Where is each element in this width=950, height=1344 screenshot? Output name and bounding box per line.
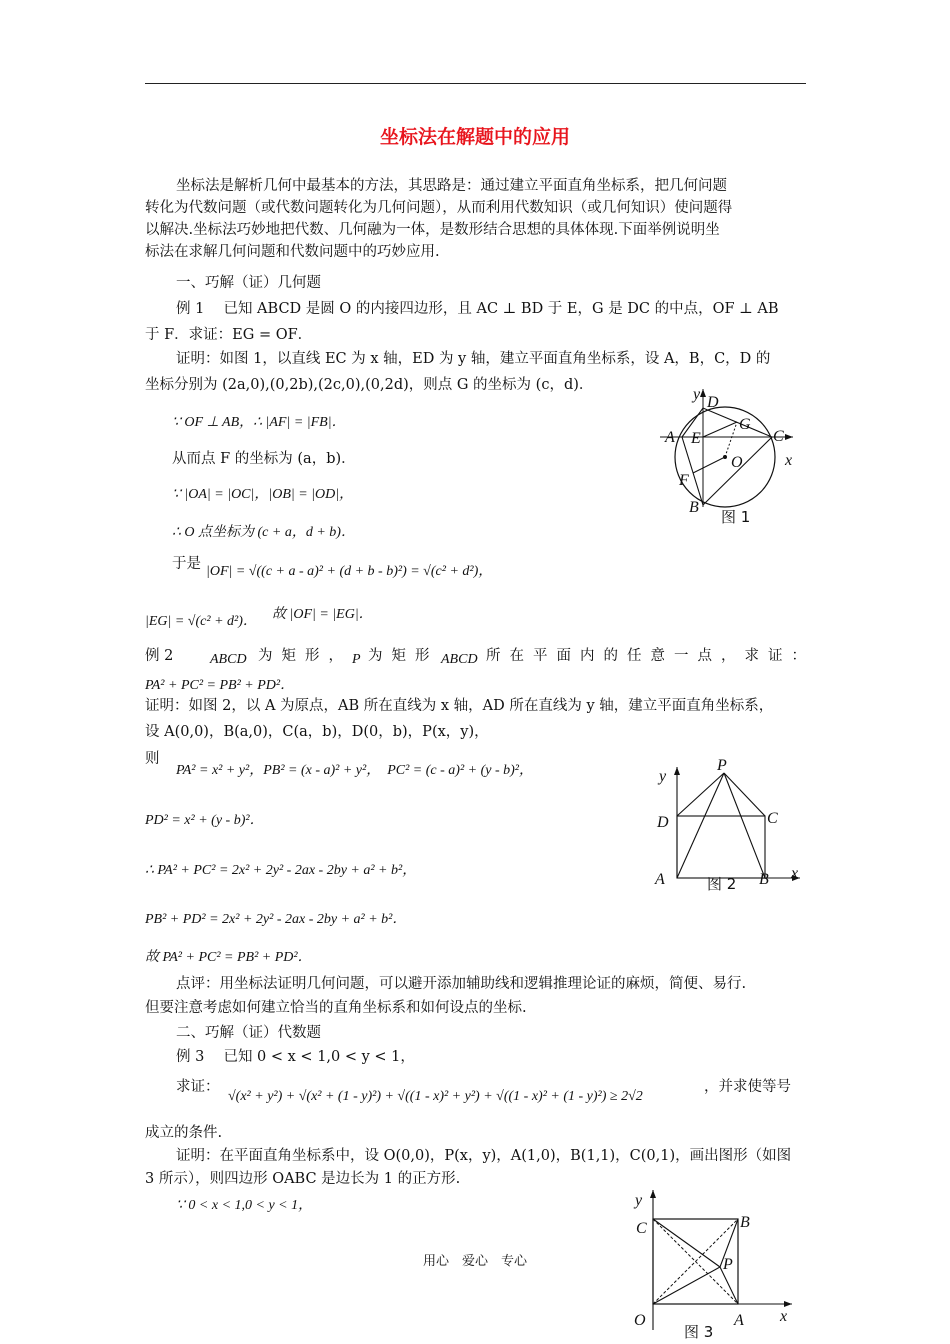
example1-proof-line: 坐标分别为 (2a,0),(0,2b),(2c,0),(0,2d)，则点 G 的坐标为 (c，d)．: [145, 377, 594, 393]
example2-label: 例 2: [145, 648, 174, 664]
example2-then: 则: [145, 751, 160, 767]
fig1-label: A: [665, 429, 675, 446]
fig3-label: C: [636, 1220, 647, 1237]
example3-formula: √(x² + y²) + √(x² + (1 - y)²) + √((1 - x)² + y²) + √((1 - x)² + (1 - y)²) ≥ 2√2: [228, 1089, 643, 1104]
fig1-label: O: [731, 454, 743, 471]
fig1-label: G: [739, 416, 751, 433]
example1-conclusion: 故 |OF| = |EG|．: [272, 607, 373, 622]
example2-text: 所在平面内的任意一点，求证：: [486, 648, 815, 664]
example1-statement-cont: 于 F．求证：EG = OF．: [145, 327, 313, 343]
example1-step: ∵ |OA| = |OC|，|OB| = |OD|，: [172, 487, 354, 502]
example2-proof-line: 设 A(0,0)，B(a,0)，C(a，b)，D(0，b)，P(x，y)，: [145, 724, 489, 740]
comment-line: 点评：用坐标法证明几何问题，可以避开添加辅助线和逻辑推理论证的麻烦，简便、易行.: [176, 976, 747, 992]
example3-prove-label: 求证：: [176, 1079, 220, 1095]
fig3-label: O: [634, 1312, 646, 1329]
example1-formula: |OF| = √((c + a - a)² + (d + b - b)²) = √(c² + d²)，: [206, 564, 493, 579]
fig3-label: y: [635, 1192, 643, 1209]
example1-proof-line: 证明：如图 1，以直线 EC 为 x 轴，ED 为 y 轴，建立平面直角坐标系，设 A，B，C，D 的: [176, 351, 771, 367]
fig3-label: x: [780, 1308, 788, 1325]
page-footer: 用心 爱心 专心: [422, 1254, 527, 1269]
example3-statement-cont: 成立的条件.: [145, 1125, 223, 1141]
example1-step: ∴ O 点坐标为 (c + a，d + b)．: [172, 525, 355, 540]
intro-line: 以解决.坐标法巧妙地把代数、几何融为一体，是数形结合思想的具体体现.下面举例说明坐: [145, 222, 720, 238]
figure-2: [645, 755, 810, 900]
fig2-label: P: [717, 757, 727, 774]
figure-3: [620, 1185, 800, 1344]
intro-line: 转化为代数问题（或代数问题转化为几何问题），从而利用代数知识（或几何知识）使问题得: [145, 200, 733, 216]
example1-statement: 例 1 已知 ABCD 是圆 O 的内接四边形，且 AC ⊥ BD 于 E，G 是 DC 的中点，OF ⊥ AB: [176, 301, 779, 317]
example1-formula: |EG| = √(c² + d²)．: [145, 614, 257, 629]
page-title: 坐标法在解题中的应用: [379, 126, 570, 148]
example2-proof-line: 证明：如图 2，以 A 为原点，AB 所在直线为 x 轴，AD 所在直线为 y 轴，建立平面直角坐标系，: [145, 698, 774, 714]
example2-text: 为矩形，: [258, 648, 352, 664]
fig1-label: y: [693, 386, 701, 403]
example1-step-label: 于是: [172, 556, 201, 572]
example3-statement: 例 3 已知 0 < x < 1,0 < y < 1，: [176, 1049, 415, 1065]
fig2-label: C: [767, 810, 778, 827]
example1-step: 从而点 F 的坐标为 (a，b)．: [172, 451, 356, 467]
fig3-label: A: [734, 1312, 744, 1329]
example2-text: 为矩形: [368, 648, 439, 664]
fig3-caption: 图 3: [684, 1323, 714, 1341]
example2-formula: ∴ PA² + PC² = 2x² + 2y² - 2ax - 2by + a² + b²，: [145, 863, 417, 878]
intro-paragraph: [145, 175, 807, 263]
example1-step: ∵ OF ⊥ AB，∴ |AF| = |FB|．: [172, 415, 346, 430]
intro-line: 坐标法是解析几何中最基本的方法，其思路是：通过建立平面直角坐标系，把几何问题: [176, 178, 727, 194]
example3-step: ∵ 0 < x < 1,0 < y < 1，: [176, 1198, 313, 1213]
example2-formula: PD² = x² + (y - b)²．: [145, 813, 264, 828]
fig1-label: x: [785, 452, 793, 469]
example2-symbol: P: [352, 652, 361, 667]
example2-formula: PB² + PD² = 2x² + 2y² - 2ax - 2by + a² + b²．: [145, 912, 407, 927]
section-heading-1: 一、巧解（证）几何题: [176, 275, 321, 291]
fig1-caption: 图 1: [721, 508, 751, 526]
fig1-label: B: [689, 499, 699, 516]
example3-proof-line: 3 所示），则四边形 OABC 是边长为 1 的正方形.: [145, 1171, 461, 1187]
fig2-label: B: [759, 871, 769, 888]
example2-symbol: ABCD: [441, 652, 478, 667]
section-heading-2: 二、巧解（证）代数题: [176, 1025, 321, 1041]
example3-prove-tail: ，并求使等号: [704, 1079, 791, 1095]
fig3-label: P: [723, 1256, 733, 1273]
fig2-caption: 图 2: [707, 875, 737, 893]
fig1-label: F: [679, 472, 689, 489]
fig1-label: C: [773, 428, 784, 445]
example3-proof-line: 证明：在平面直角坐标系中，设 O(0,0)，P(x，y)，A(1,0)，B(1,1)，C(0,1)，画出图形（如图: [176, 1148, 792, 1164]
intro-line: 标法在求解几何问题和代数问题中的巧妙应用.: [145, 244, 440, 260]
header-rule: [145, 83, 806, 84]
fig2-label: D: [657, 814, 669, 831]
fig2-label: A: [655, 871, 665, 888]
comment-line: 但要注意考虑如何建立恰当的直角坐标系和如何设点的坐标.: [145, 1000, 527, 1016]
fig2-label: y: [659, 768, 667, 785]
fig1-label: E: [691, 430, 701, 447]
example2-symbol: ABCD: [210, 652, 247, 667]
figure-1: [655, 385, 805, 530]
example2-claim: PA² + PC² = PB² + PD²．: [145, 678, 295, 693]
example2-conclusion: 故 PA² + PC² = PB² + PD²．: [145, 950, 312, 965]
fig1-label: D: [707, 394, 719, 411]
fig3-label: B: [740, 1214, 750, 1231]
example2-formula: PA² = x² + y²，PB² = (x - a)² + y²， PC² = (c - a)² + (y - b)²，: [176, 763, 533, 778]
fig2-label: x: [791, 865, 799, 882]
